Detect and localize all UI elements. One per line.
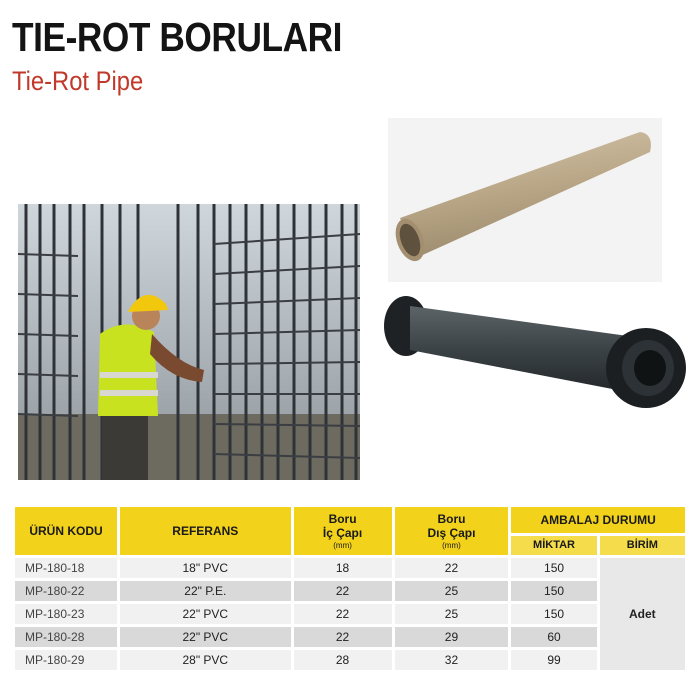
cell-outer: 25 bbox=[395, 604, 509, 624]
table-row bbox=[15, 604, 685, 624]
product-spec-table bbox=[12, 504, 688, 673]
cell-inner: 22 bbox=[294, 627, 392, 647]
page-subtitle: Tie-Rot Pipe bbox=[12, 66, 144, 96]
table-row bbox=[15, 650, 685, 670]
cell-code: MP-180-18 bbox=[15, 558, 117, 578]
pe-flanged-pipe-image bbox=[376, 292, 692, 412]
table-row bbox=[15, 581, 685, 601]
cell-inner: 22 bbox=[294, 604, 392, 624]
cell-quantity: 150 bbox=[511, 581, 596, 601]
cell-inner: 18 bbox=[294, 558, 392, 578]
page-title: TIE-ROT BORULARI bbox=[12, 14, 343, 60]
header-outer-diameter bbox=[395, 507, 509, 555]
header-inner-diameter bbox=[294, 507, 392, 555]
cell-code: MP-180-23 bbox=[15, 604, 117, 624]
cell-reference: 22" P.E. bbox=[120, 581, 291, 601]
header-quantity: MİKTAR bbox=[511, 536, 596, 555]
cell-unit: Adet bbox=[600, 558, 685, 670]
cell-inner: 28 bbox=[294, 650, 392, 670]
table-row bbox=[15, 558, 685, 578]
header-inner-line1: Boru bbox=[328, 512, 357, 526]
cell-reference: 22" PVC bbox=[120, 627, 291, 647]
cell-code: MP-180-28 bbox=[15, 627, 117, 647]
cell-quantity: 99 bbox=[511, 650, 596, 670]
cell-reference: 22" PVC bbox=[120, 604, 291, 624]
header-product-code: ÜRÜN KODU bbox=[15, 507, 117, 555]
header-outer-unit: (mm) bbox=[442, 541, 461, 550]
header-reference: REFERANS bbox=[120, 507, 291, 555]
cell-quantity: 150 bbox=[511, 604, 596, 624]
cell-inner: 22 bbox=[294, 581, 392, 601]
cell-outer: 22 bbox=[395, 558, 509, 578]
header-outer-line2: Dış Çapı bbox=[427, 526, 476, 540]
header-inner-line2: İç Çapı bbox=[322, 526, 363, 540]
header-packaging: AMBALAJ DURUMU bbox=[511, 507, 685, 533]
cell-code: MP-180-22 bbox=[15, 581, 117, 601]
cell-outer: 25 bbox=[395, 581, 509, 601]
cell-code: MP-180-29 bbox=[15, 650, 117, 670]
cell-quantity: 150 bbox=[511, 558, 596, 578]
header-inner-unit: (mm) bbox=[333, 541, 352, 550]
pvc-pipe-image bbox=[388, 118, 662, 282]
cell-outer: 29 bbox=[395, 627, 509, 647]
cell-quantity: 60 bbox=[511, 627, 596, 647]
cell-reference: 28" PVC bbox=[120, 650, 291, 670]
header-unit: BİRİM bbox=[600, 536, 685, 555]
header-outer-line1: Boru bbox=[437, 512, 466, 526]
cell-reference: 18" PVC bbox=[120, 558, 291, 578]
table-row bbox=[15, 627, 685, 647]
construction-worker-photo bbox=[18, 204, 360, 480]
cell-outer: 32 bbox=[395, 650, 509, 670]
